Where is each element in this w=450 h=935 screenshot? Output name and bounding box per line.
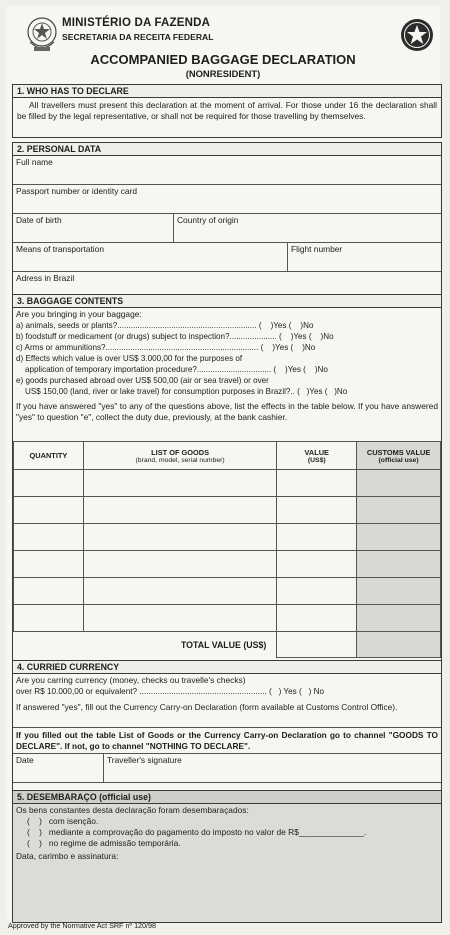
secretaria-name: SECRETARIA DA RECEITA FEDERAL (62, 32, 214, 42)
question-d-cont[interactable]: application of temporary importation procedure?................................. ( )Yes ( )No (16, 365, 328, 374)
clearance-option-paid[interactable]: ( ) mediante a comprovação do pagamento do imposto no valor de R$______________. (27, 827, 367, 837)
col-customs-subtitle: (official use) (378, 456, 419, 464)
divider (103, 753, 104, 782)
clearance-option-exempt[interactable]: ( ) com isenção. (27, 816, 99, 826)
declaration-form (6, 6, 440, 919)
field-label: Full name (16, 157, 53, 167)
section-clearance (12, 790, 442, 923)
total-label: TOTAL VALUE (US$) (14, 632, 277, 658)
col-goods-title: LIST OF GOODS (151, 447, 210, 457)
table-row[interactable] (14, 605, 441, 632)
total-customs-cell (357, 632, 441, 658)
currency-question-cont[interactable]: over R$ 10.000,00 or equivalent? ........................................................ ( ) Yes ( ) No (16, 687, 325, 696)
field-label: Passport number or identity card (16, 186, 138, 196)
currency-question: Are you carring currency (money, checks ou travelle's checks) (16, 675, 246, 685)
section-text: All travellers must present this declaration at the moment of arrival. For those under 16 the declaration shall be filled by the legal representative, or shall not be required for those travelling by themselves. (17, 100, 437, 121)
country-of-origin-field[interactable]: Country of origin (177, 215, 239, 225)
baggage-note: If you have answered "yes" to any of the questions above, list the effects in the table below. If you have answered "yes" to question "e", collect the duty due, previously, at the bank cashier. (16, 401, 438, 422)
table-row[interactable] (14, 524, 441, 551)
col-goods-header (83, 442, 276, 470)
section-who-declares (12, 84, 442, 138)
divider (13, 753, 441, 754)
col-quantity-header: QUANTITY (14, 442, 84, 470)
table-row[interactable] (14, 470, 441, 497)
full-name-field[interactable] (13, 156, 441, 185)
col-value-subtitle: (US$) (307, 456, 326, 464)
section-personal-data (12, 142, 442, 300)
table-header-row (14, 442, 441, 470)
section-heading: 5. DESEMBARAÇO (official use) (13, 791, 441, 804)
total-row (14, 632, 441, 658)
col-value-header (277, 442, 357, 470)
baggage-intro: Are you bringing in your baggage: (16, 309, 142, 319)
col-value-title: VALUE (304, 447, 329, 457)
signature-field[interactable]: Traveller's signature (107, 755, 182, 765)
question-b[interactable]: b) foodstuff or medicament (or drugs) subject to inspection?..................... ( )Yes ( )No (16, 332, 334, 341)
flight-number-field[interactable]: Flight number (291, 244, 343, 254)
clearance-intro: Os bens constantes desta declaração foram desembaraçados: (16, 805, 249, 815)
question-a[interactable]: a) animals, seeds or plants?.............................................................. ( )Yes ( )No (16, 321, 314, 330)
divider (13, 782, 441, 783)
ministry-name: MINISTÉRIO DA FAZENDA (62, 17, 211, 29)
section-heading: 2. PERSONAL DATA (13, 143, 441, 156)
col-goods-subtitle: (brand, model, serial number) (135, 456, 225, 464)
question-c[interactable]: c) Arms or ammunitions?.................................................................... ( )Yes ( )No (16, 343, 316, 352)
section-heading: 4. CURRIED CURRENCY (13, 661, 441, 674)
question-d: d) Effects which value is over US$ 3.000,00 for the purposes of (16, 354, 243, 363)
section-heading: 3. BAGGAGE CONTENTS (13, 295, 441, 308)
field-label: Adress in Brazil (16, 273, 75, 283)
federal-revenue-star-icon (400, 18, 434, 52)
coat-of-arms-icon (24, 14, 60, 54)
date-of-birth-field[interactable]: Date of birth (16, 215, 62, 225)
section-baggage-contents (12, 294, 442, 666)
divider (13, 727, 441, 728)
section-currency (12, 660, 442, 805)
date-field[interactable]: Date (16, 755, 34, 765)
question-e: e) goods purchased abroad over US$ 500,00 (air or sea travel) or over (16, 376, 269, 385)
table-row[interactable] (14, 578, 441, 605)
form-title: ACCOMPANIED BAGGAGE DECLARATION (90, 52, 356, 67)
table-row[interactable] (14, 551, 441, 578)
clearance-option-temporary[interactable]: ( ) no regime de admissão temporária. (27, 838, 181, 848)
col-customs-header (357, 442, 441, 470)
col-customs-title: CUSTOMS VALUE (366, 447, 431, 457)
transport-row (13, 243, 441, 272)
channel-note: If you filled out the table List of Goods or the Currency Carry-on Declaration go to channel "GOODS TO DECLARE". If not, go to channel "NOTHING TO DECLARE". (16, 730, 438, 751)
stamp-signature-label: Data, carimbo e assinatura: (16, 851, 119, 861)
birth-origin-row (13, 214, 441, 243)
form-subtitle: (NONRESIDENT) (185, 68, 261, 79)
total-value-cell[interactable] (277, 632, 357, 658)
question-e-cont[interactable]: US$ 150,00 (land, river or lake travel) for consumption purposes in Brazil?.. ( )Yes ( )No (16, 387, 348, 396)
goods-table (13, 441, 441, 658)
table-row[interactable] (14, 497, 441, 524)
currency-note: If answered "yes", fill out the Currency Carry-on Declaration (form available at Customs Control Office). (16, 702, 398, 712)
footer-approval: Approved by the Normative Act SRF nº 120/98 (8, 921, 157, 930)
form-header (6, 6, 440, 84)
passport-field[interactable] (13, 185, 441, 214)
means-of-transportation-field[interactable]: Means of transportation (16, 244, 104, 254)
section-heading: 1. WHO HAS TO DECLARE (13, 85, 441, 98)
